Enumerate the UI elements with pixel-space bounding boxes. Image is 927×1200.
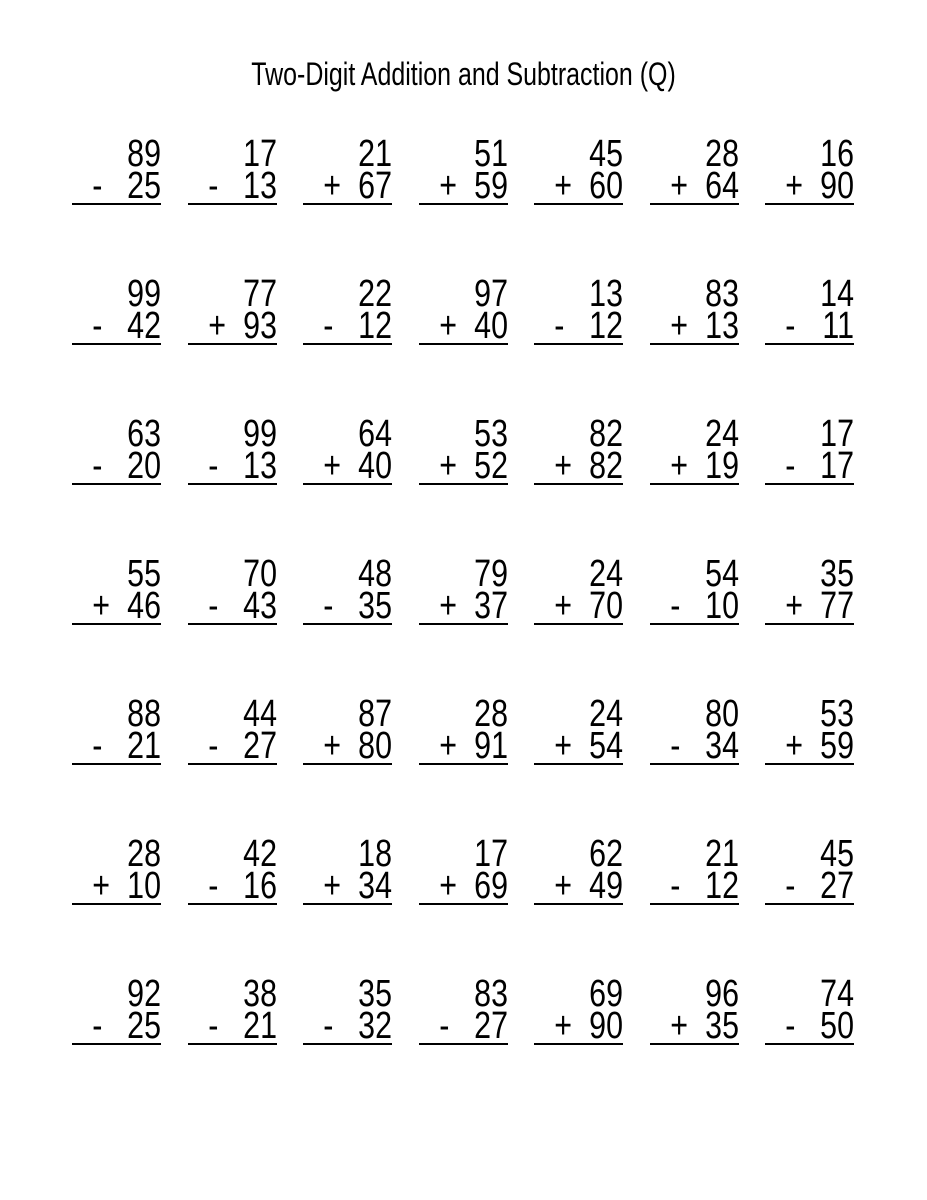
bottom-row [783, 1005, 854, 1047]
bottom-row [321, 865, 392, 907]
bottom-row [552, 165, 623, 207]
bottom-operand: 82 [589, 445, 623, 487]
bottom-operand: 34 [358, 865, 392, 907]
bottom-row [321, 1005, 392, 1047]
math-problem [188, 413, 277, 487]
top-operand: 70 [242, 553, 277, 595]
operator-sign: - [323, 305, 334, 347]
math-problem [534, 833, 623, 907]
bottom-operand: 93 [242, 305, 277, 347]
math-problem [188, 833, 277, 907]
operator-sign: + [323, 165, 341, 207]
problem-row [72, 973, 854, 1118]
bottom-row [667, 445, 739, 487]
problem-row [72, 553, 854, 698]
operator-sign: + [669, 165, 688, 207]
top-operand: 53 [473, 413, 508, 455]
operator-sign: - [554, 305, 565, 347]
top-operand: 24 [589, 693, 623, 735]
top-operand: 18 [358, 833, 392, 875]
bottom-operand: 90 [820, 165, 854, 207]
bottom-operand: 64 [704, 165, 739, 207]
top-operand: 80 [704, 693, 739, 735]
top-operand: 99 [127, 273, 161, 315]
math-problem [188, 973, 277, 1047]
math-problem [419, 973, 508, 1047]
bottom-operand: 80 [358, 725, 392, 767]
bottom-row [667, 305, 739, 347]
math-problem [650, 833, 739, 907]
bottom-operand: 59 [473, 165, 508, 207]
operator-sign: + [554, 1005, 572, 1047]
problem-row [72, 833, 854, 978]
bottom-row [436, 865, 508, 907]
bottom-row [205, 725, 277, 767]
math-problem [419, 553, 508, 627]
bottom-row [552, 865, 623, 907]
bottom-row [90, 585, 161, 627]
top-operand: 28 [704, 133, 739, 175]
math-problem [765, 273, 854, 347]
problem-row [72, 273, 854, 418]
bottom-row [90, 445, 161, 487]
top-operand: 38 [242, 973, 277, 1015]
bottom-operand: 27 [820, 865, 854, 907]
top-operand: 13 [589, 273, 623, 315]
math-problem [303, 553, 392, 627]
bottom-operand: 43 [242, 585, 277, 627]
bottom-row [321, 165, 392, 207]
top-operand: 53 [820, 693, 854, 735]
bottom-operand: 69 [473, 865, 508, 907]
bottom-row [205, 1005, 277, 1047]
operator-sign: + [438, 865, 457, 907]
top-operand: 28 [473, 693, 508, 735]
top-operand: 17 [820, 413, 854, 455]
math-problem [188, 133, 277, 207]
math-problem [419, 693, 508, 767]
top-operand: 77 [242, 273, 277, 315]
operator-sign: + [554, 165, 572, 207]
operator-sign: - [669, 585, 680, 627]
top-operand: 17 [473, 833, 508, 875]
bottom-operand: 35 [704, 1005, 739, 1047]
math-problem [72, 973, 161, 1047]
math-problem [72, 693, 161, 767]
math-problem [534, 553, 623, 627]
operator-sign: - [785, 1005, 796, 1047]
operator-sign: - [207, 725, 218, 767]
bottom-operand: 13 [242, 445, 277, 487]
operator-sign: + [207, 305, 226, 347]
operator-sign: - [669, 865, 680, 907]
bottom-operand: 70 [589, 585, 623, 627]
problems-grid [72, 133, 854, 1118]
operator-sign: - [207, 585, 218, 627]
bottom-row [90, 725, 161, 767]
operator-sign: + [323, 865, 341, 907]
bottom-row [783, 165, 854, 207]
bottom-row [205, 865, 277, 907]
bottom-row [90, 865, 161, 907]
math-problem [303, 973, 392, 1047]
bottom-row [436, 445, 508, 487]
bottom-row [205, 445, 277, 487]
bottom-operand: 90 [589, 1005, 623, 1047]
top-operand: 79 [473, 553, 508, 595]
bottom-row [667, 1005, 739, 1047]
top-operand: 97 [473, 273, 508, 315]
bottom-row [321, 725, 392, 767]
top-operand: 83 [704, 273, 739, 315]
bottom-row [552, 445, 623, 487]
top-operand: 21 [704, 833, 739, 875]
math-problem [72, 413, 161, 487]
math-problem [72, 133, 161, 207]
math-problem [650, 273, 739, 347]
bottom-operand: 49 [589, 865, 623, 907]
bottom-row [90, 1005, 161, 1047]
math-problem [419, 273, 508, 347]
math-problem [765, 693, 854, 767]
operator-sign: + [323, 445, 341, 487]
operator-sign: - [669, 725, 680, 767]
problem-row [72, 413, 854, 558]
operator-sign: + [438, 585, 457, 627]
bottom-row [436, 725, 508, 767]
math-problem [765, 833, 854, 907]
operator-sign: - [92, 1005, 103, 1047]
top-operand: 92 [127, 973, 161, 1015]
bottom-row [783, 305, 854, 347]
operator-sign: + [554, 865, 572, 907]
bottom-operand: 60 [589, 165, 623, 207]
bottom-row [667, 865, 739, 907]
worksheet-title: Two-Digit Addition and Subtraction (Q) [251, 56, 676, 92]
operator-sign: + [323, 725, 341, 767]
top-operand: 96 [704, 973, 739, 1015]
operator-sign: - [785, 865, 796, 907]
top-operand: 35 [358, 973, 392, 1015]
bottom-operand: 19 [704, 445, 739, 487]
top-operand: 21 [358, 133, 392, 175]
operator-sign: - [207, 445, 218, 487]
operator-sign: + [438, 305, 457, 347]
top-operand: 89 [127, 133, 161, 175]
math-problem [534, 693, 623, 767]
bottom-row [90, 165, 161, 207]
operator-sign: - [92, 445, 103, 487]
math-problem [188, 693, 277, 767]
top-operand: 48 [358, 553, 392, 595]
top-operand: 62 [589, 833, 623, 875]
bottom-row [552, 1005, 623, 1047]
math-problem [534, 973, 623, 1047]
operator-sign: + [554, 585, 572, 627]
operator-sign: - [323, 585, 334, 627]
operator-sign: - [785, 445, 796, 487]
bottom-operand: 20 [127, 445, 161, 487]
problem-row [72, 133, 854, 278]
math-problem [765, 973, 854, 1047]
operator-sign: - [207, 1005, 218, 1047]
bottom-operand: 13 [242, 165, 277, 207]
operator-sign: - [438, 1005, 449, 1047]
bottom-operand: 37 [473, 585, 508, 627]
bottom-row [205, 165, 277, 207]
bottom-row [436, 305, 508, 347]
bottom-operand: 27 [242, 725, 277, 767]
bottom-row [667, 725, 739, 767]
math-problem [303, 273, 392, 347]
bottom-row [552, 585, 623, 627]
bottom-operand: 17 [820, 445, 854, 487]
bottom-row [783, 865, 854, 907]
bottom-operand: 13 [704, 305, 739, 347]
math-problem [765, 553, 854, 627]
bottom-operand: 54 [589, 725, 623, 767]
bottom-row [667, 585, 739, 627]
top-operand: 24 [704, 413, 739, 455]
top-operand: 54 [704, 553, 739, 595]
operator-sign: + [438, 165, 457, 207]
bottom-operand: 12 [704, 865, 739, 907]
top-operand: 17 [242, 133, 277, 175]
bottom-operand: 21 [127, 725, 161, 767]
bottom-operand: 27 [473, 1005, 508, 1047]
math-problem [419, 133, 508, 207]
math-problem [303, 413, 392, 487]
math-problem [188, 553, 277, 627]
operator-sign: - [92, 725, 103, 767]
bottom-operand: 10 [704, 585, 739, 627]
bottom-operand: 50 [820, 1005, 854, 1047]
bottom-operand: 35 [358, 585, 392, 627]
top-operand: 69 [589, 973, 623, 1015]
bottom-operand: 46 [127, 585, 161, 627]
bottom-operand: 12 [358, 305, 392, 347]
math-problem [650, 553, 739, 627]
operator-sign: + [554, 725, 572, 767]
bottom-operand: 40 [473, 305, 508, 347]
bottom-row [321, 305, 392, 347]
bottom-operand: 91 [473, 725, 508, 767]
bottom-operand: 16 [242, 865, 277, 907]
bottom-operand: 32 [358, 1005, 392, 1047]
bottom-operand: 34 [704, 725, 739, 767]
top-operand: 35 [820, 553, 854, 595]
operator-sign: + [669, 445, 688, 487]
math-problem [72, 273, 161, 347]
operator-sign: - [92, 165, 103, 207]
bottom-row [436, 585, 508, 627]
math-problem [650, 413, 739, 487]
math-problem [72, 553, 161, 627]
top-operand: 16 [820, 133, 854, 175]
math-problem [765, 133, 854, 207]
math-problem [650, 133, 739, 207]
math-problem [419, 413, 508, 487]
top-operand: 24 [589, 553, 623, 595]
problem-row [72, 693, 854, 838]
operator-sign: + [669, 305, 688, 347]
math-problem [650, 973, 739, 1047]
math-problem [534, 273, 623, 347]
top-operand: 64 [358, 413, 392, 455]
bottom-operand: 10 [127, 865, 161, 907]
top-operand: 82 [589, 413, 623, 455]
operator-sign: + [785, 725, 803, 767]
bottom-operand: 25 [127, 165, 161, 207]
bottom-row [321, 585, 392, 627]
math-problem [765, 413, 854, 487]
top-operand: 14 [820, 273, 854, 315]
bottom-operand: 52 [473, 445, 508, 487]
operator-sign: - [323, 1005, 334, 1047]
bottom-row [552, 725, 623, 767]
bottom-row [205, 305, 277, 347]
top-operand: 63 [127, 413, 161, 455]
bottom-row [552, 305, 623, 347]
operator-sign: - [207, 165, 218, 207]
top-operand: 99 [242, 413, 277, 455]
bottom-operand: 42 [127, 305, 161, 347]
operator-sign: - [785, 305, 796, 347]
operator-sign: + [438, 445, 457, 487]
bottom-row [783, 725, 854, 767]
top-operand: 45 [820, 833, 854, 875]
math-problem [419, 833, 508, 907]
math-problem [303, 833, 392, 907]
math-problem [534, 133, 623, 207]
math-problem [303, 133, 392, 207]
bottom-row [667, 165, 739, 207]
operator-sign: + [554, 445, 572, 487]
bottom-row [436, 1005, 508, 1047]
bottom-row [205, 585, 277, 627]
top-operand: 83 [473, 973, 508, 1015]
bottom-operand: 59 [820, 725, 854, 767]
operator-sign: + [92, 865, 110, 907]
bottom-operand: 11 [822, 305, 854, 347]
bottom-row [321, 445, 392, 487]
bottom-row [783, 585, 854, 627]
math-problem [650, 693, 739, 767]
operator-sign: + [785, 585, 803, 627]
math-problem [303, 693, 392, 767]
top-operand: 42 [242, 833, 277, 875]
top-operand: 44 [242, 693, 277, 735]
top-operand: 22 [358, 273, 392, 315]
top-operand: 28 [127, 833, 161, 875]
bottom-operand: 77 [820, 585, 854, 627]
math-problem [188, 273, 277, 347]
bottom-operand: 21 [242, 1005, 277, 1047]
operator-sign: - [92, 305, 103, 347]
operator-sign: + [785, 165, 803, 207]
bottom-row [436, 165, 508, 207]
math-problem [72, 833, 161, 907]
operator-sign: + [438, 725, 457, 767]
operator-sign: - [207, 865, 218, 907]
operator-sign: + [669, 1005, 688, 1047]
top-operand: 51 [473, 133, 508, 175]
bottom-operand: 25 [127, 1005, 161, 1047]
math-problem [534, 413, 623, 487]
bottom-row [783, 445, 854, 487]
bottom-operand: 67 [358, 165, 392, 207]
top-operand: 74 [820, 973, 854, 1015]
bottom-operand: 40 [358, 445, 392, 487]
top-operand: 45 [589, 133, 623, 175]
bottom-row [90, 305, 161, 347]
top-operand: 87 [358, 693, 392, 735]
top-operand: 55 [127, 553, 161, 595]
operator-sign: + [92, 585, 110, 627]
top-operand: 88 [127, 693, 161, 735]
bottom-operand: 12 [589, 305, 623, 347]
